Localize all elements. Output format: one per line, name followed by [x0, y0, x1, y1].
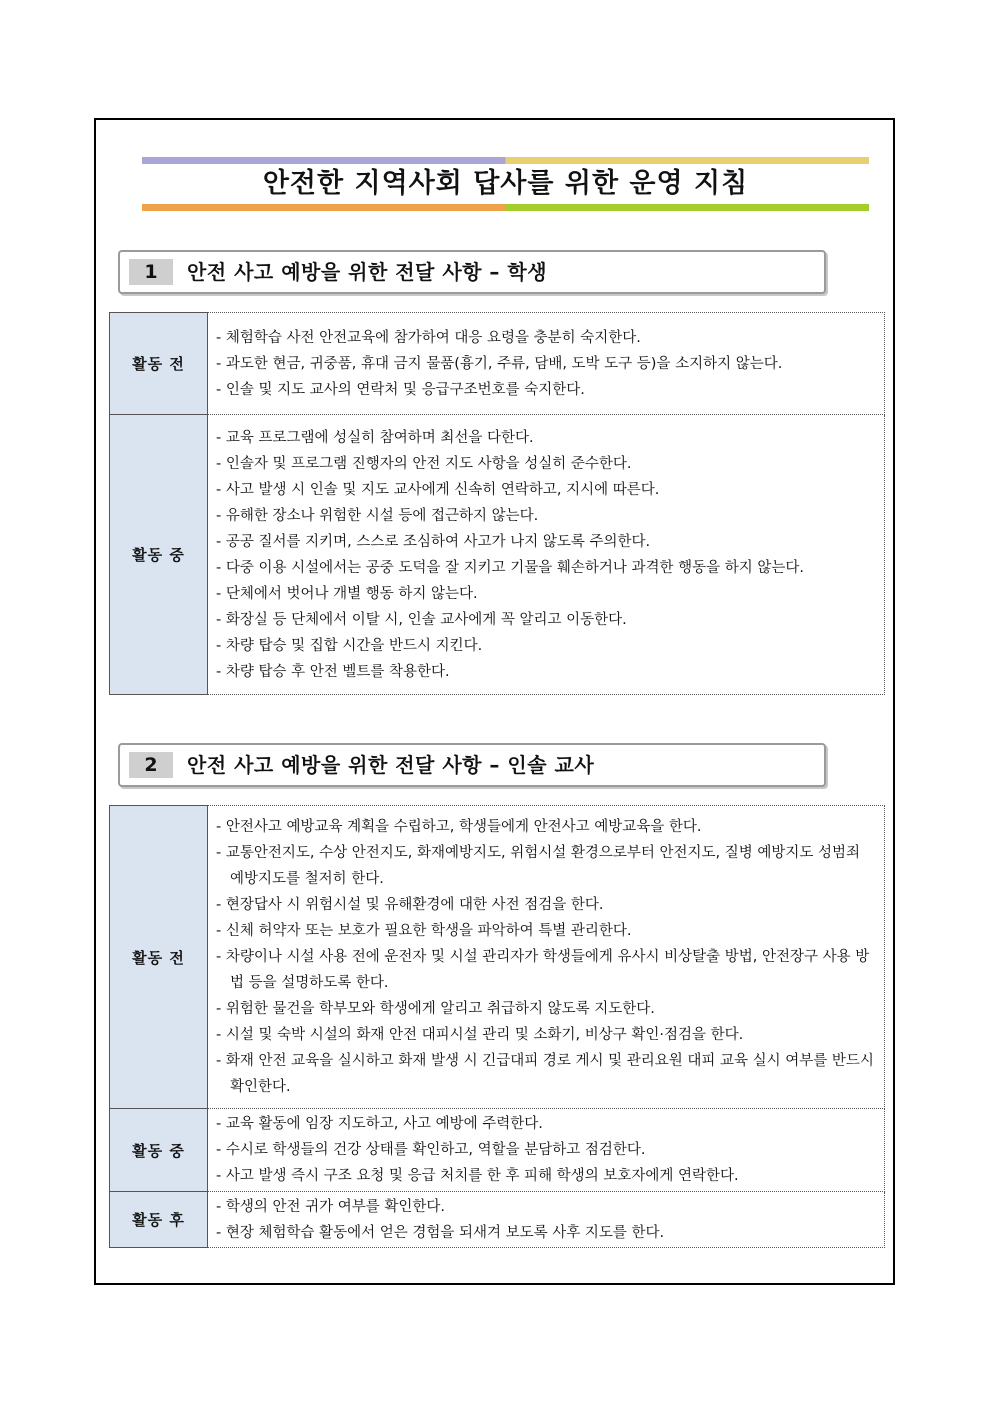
list-item: - 교육 활동에 임장 지도하고, 사고 예방에 주력한다.	[216, 1116, 543, 1132]
row-label-before: 활동 전	[110, 313, 208, 415]
document-title: 안전한 지역사회 답사를 위한 운영 지침	[262, 168, 749, 199]
list-item: - 차량이나 시설 사용 전에 운전자 및 시설 관리자가 학생들에게 유사시 비상탈출 방법, 안전장구 사용 방법 등을 설명하도록 한다.	[216, 949, 870, 991]
list-item: - 인솔자 및 프로그램 진행자의 안전 지도 사항을 성실히 준수한다.	[216, 455, 632, 472]
list-item: - 사고 발생 시 인솔 및 지도 교사에게 신속히 연락하고, 지시에 따른다.	[216, 481, 660, 498]
list-item: - 공공 질서를 지키며, 스스로 조심하여 사고가 나지 않도록 주의한다.	[216, 533, 651, 550]
row-items	[208, 415, 885, 695]
row-label-during: 활동 중	[110, 415, 208, 695]
list-item: - 교육 프로그램에 성실히 참여하며 최선을 다한다.	[216, 429, 534, 446]
list-item: - 학생의 안전 귀가 여부를 확인한다.	[216, 1198, 445, 1215]
table-row	[110, 313, 885, 415]
section-1-number: 1	[129, 259, 173, 285]
table-row	[110, 1109, 885, 1192]
list-item: - 안전사고 예방교육 계획을 수립하고, 학생들에게 안전사고 예방교육을 한다.	[216, 819, 702, 835]
list-item: - 과도한 현금, 귀중품, 휴대 금지 물품(흉기, 주류, 담배, 도박 도구 등)을 소지하지 않는다.	[216, 355, 783, 372]
section-2-table	[109, 805, 885, 1248]
row-label-during: 활동 중	[110, 1109, 208, 1192]
list-item: - 현장답사 시 위험시설 및 유해환경에 대한 사전 점검을 한다.	[216, 897, 604, 913]
list-item: - 화장실 등 단체에서 이탈 시, 인솔 교사에게 꼭 알리고 이동한다.	[216, 611, 627, 628]
title-top-stripe	[142, 157, 869, 164]
table-row	[110, 1192, 885, 1248]
list-item: - 차량 탑승 및 집합 시간을 반드시 지킨다.	[216, 637, 483, 654]
list-item: - 유해한 장소나 위험한 시설 등에 접근하지 않는다.	[216, 507, 539, 524]
list-item: - 차량 탑승 후 안전 벨트를 착용한다.	[216, 663, 450, 680]
list-item: - 신체 허약자 또는 보호가 필요한 학생을 파악하여 특별 관리한다.	[216, 923, 632, 939]
list-item: - 위험한 물건을 학부모와 학생에게 알리고 취급하지 않도록 지도한다.	[216, 1001, 655, 1017]
list-item: - 시설 및 숙박 시설의 화재 안전 대피시설 관리 및 소화기, 비상구 확인·점검을 한다.	[216, 1027, 744, 1043]
row-items	[208, 313, 885, 415]
document-title-banner	[142, 157, 869, 211]
list-item: - 교통안전지도, 수상 안전지도, 화재예방지도, 위험시설 환경으로부터 안전지도, 질병 예방지도 성범죄 예방지도를 철저히 한다.	[216, 845, 861, 887]
row-label-before: 활동 전	[110, 806, 208, 1109]
list-item: - 인솔 및 지도 교사의 연락처 및 응급구조번호를 숙지한다.	[216, 381, 585, 398]
row-items	[208, 1192, 885, 1248]
list-item: - 사고 발생 즉시 구조 요청 및 응급 처치를 한 후 피해 학생의 보호자에게 연락한다.	[216, 1168, 739, 1184]
table-row	[110, 806, 885, 1109]
row-items	[208, 806, 885, 1109]
section-1-header	[118, 250, 826, 294]
section-1-title: 안전 사고 예방을 위한 전달 사항 – 학생	[187, 260, 548, 284]
list-item: - 수시로 학생들의 건강 상태를 확인하고, 역할을 분담하고 점검한다.	[216, 1142, 646, 1158]
section-2-title: 안전 사고 예방을 위한 전달 사항 – 인솔 교사	[187, 753, 595, 777]
title-bottom-stripe	[142, 204, 869, 211]
row-items	[208, 1109, 885, 1192]
section-2-header	[118, 743, 826, 787]
list-item: - 현장 체험학습 활동에서 얻은 경험을 되새겨 보도록 사후 지도를 한다.	[216, 1224, 665, 1241]
row-label-after: 활동 후	[110, 1192, 208, 1248]
section-2-number: 2	[129, 752, 173, 778]
list-item: - 단체에서 벗어나 개별 행동 하지 않는다.	[216, 585, 478, 602]
list-item: - 화재 안전 교육을 실시하고 화재 발생 시 긴급대피 경로 게시 및 관리요원 대피 교육 실시 여부를 반드시 확인한다.	[216, 1053, 874, 1095]
list-item: - 체험학습 사전 안전교육에 참가하여 대응 요령을 충분히 숙지한다.	[216, 329, 641, 346]
table-row	[110, 415, 885, 695]
list-item: - 다중 이용 시설에서는 공중 도덕을 잘 지키고 기물을 훼손하거나 과격한 행동을 하지 않는다.	[216, 559, 805, 576]
section-1-table	[109, 312, 885, 695]
